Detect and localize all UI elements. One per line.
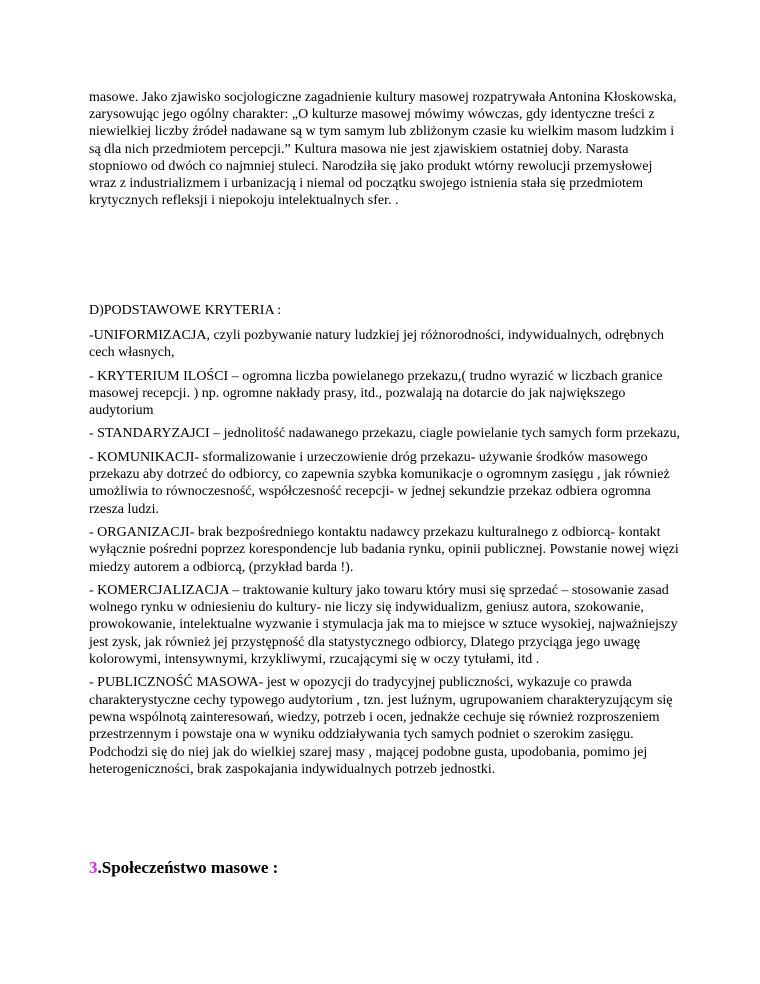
criteria-item-organizacja: - ORGANIZACJI- brak bezpośredniego kontaktu nadawcy przekazu kulturalnego z odbiorcą- kontakt wyłącznie pośredni poprzez korespondencje lub badania rynku, opinii publicznej. Powstanie nowej więzi miedzy autorem a odbiorcą, (przykład barda !). [89, 524, 679, 575]
section-heading [89, 857, 278, 879]
criteria-item-uniformizacja: -UNIFORMIZACJA, czyli pozbywanie natury ludzkiej jej różnorodności, indywidualnych, odrębnych cech własnych, [89, 328, 665, 361]
section-number: 3 [89, 858, 98, 877]
criteria-item-kryterium-ilosci: - KRYTERIUM ILOŚCI – ogromna liczba powielanego przekazu,( trudno wyrazić w liczbach granice masowej recepcji. ) np. ogromne nakłady prasy, itd., pozwalają na dotarcie do jak największego audytorium [89, 368, 663, 419]
criteria-item-publicznosc-masowa: - PUBLICZNOŚĆ MASOWA- jest w opozycji do tradycyjnej publiczności, wykazuje co prawda charakterystyczne cechy typowego audytorium , tzn. jest luźnym, ugrupowaniem charakteryzującym się pewna wspólnotą zainteresowań, wiedzy, potrzeb i ocen, jednakże cechuje się również rozproszeniem przestrzennym i powstaje ona w wyniku oddziaływania tych samych podniet o szerokim zasięgu. Podchodzi się do niej jak do wielkiej szarej masy , mającej podobne gusta, upodobania, pomimo jej heterogeniczności, brak zaspokajania indywidualnych potrzeb jednostki. [89, 675, 673, 777]
criteria-heading: D)PODSTAWOWE KRYTERIA : [89, 303, 282, 318]
criteria-item-komercjalizacja: - KOMERCJALIZACJA – traktowanie kultury jako towaru który musi się sprzedać – stosowanie zasad wolnego rynku w odniesieniu do kultury- nie liczy się indywidualizm, geniusz autora, szokowanie, prowokowanie, intelektualne wyzwanie i stymulacja jak ma to miejsce w sztuce wysokiej, najważniejszy jest zysk, jak również jej przystępność dla statystycznego odbiorcy, Dlatego przyciąga jego uwagę kolorowymi, intensywnymi, krzykliwymi, rzucającymi się w oczy tytułami, itd . [89, 582, 678, 668]
section-title: .Społeczeństwo masowe : [97, 858, 279, 877]
intro-paragraph: masowe. Jako zjawisko socjologiczne zagadnienie kultury masowej rozpatrywała Antonina Kłoskowska, zarysowując jego ogólny charakter: „O kulturze masowej mówimy wówczas, gdy identyczne treści z niewielkiej liczby źródeł nadawane są w tym samym lub zbliżonym czasie ku wielkim masom ludzkim i są dla nich przedmiotem percepcji.” Kultura masowa nie jest zjawiskiem ostatniej doby. Narasta stopniowo od dwóch co najmniej stuleci. Narodziła się jako produkt wtórny rewolucji przemysłowej wraz z industrializmem i urbanizacją i niemal od początku swojego istnienia stała się przedmiotem krytycznych refleksji i niepokoju intelektualnych sfer. . [89, 90, 677, 209]
criteria-item-komunikacja: - KOMUNIKACJI- sformalizowanie i urzeczowienie dróg przekazu- używanie środków masowego przekazu aby dotrzeć do odbiorcy, co zapewnia szybka komunikacje o ogromnym zasięgu , jak również umożliwia to równoczesność, współczesność recepcji- w jednej sekundzie przekaz odbiera ogromna rzesza ludzi. [89, 449, 670, 517]
criteria-item-standaryzacja: - STANDARYZAJCI – jednolitość nadawanego przekazu, ciagle powielanie tych samych form przekazu, [89, 426, 680, 442]
criteria-list [89, 327, 684, 784]
